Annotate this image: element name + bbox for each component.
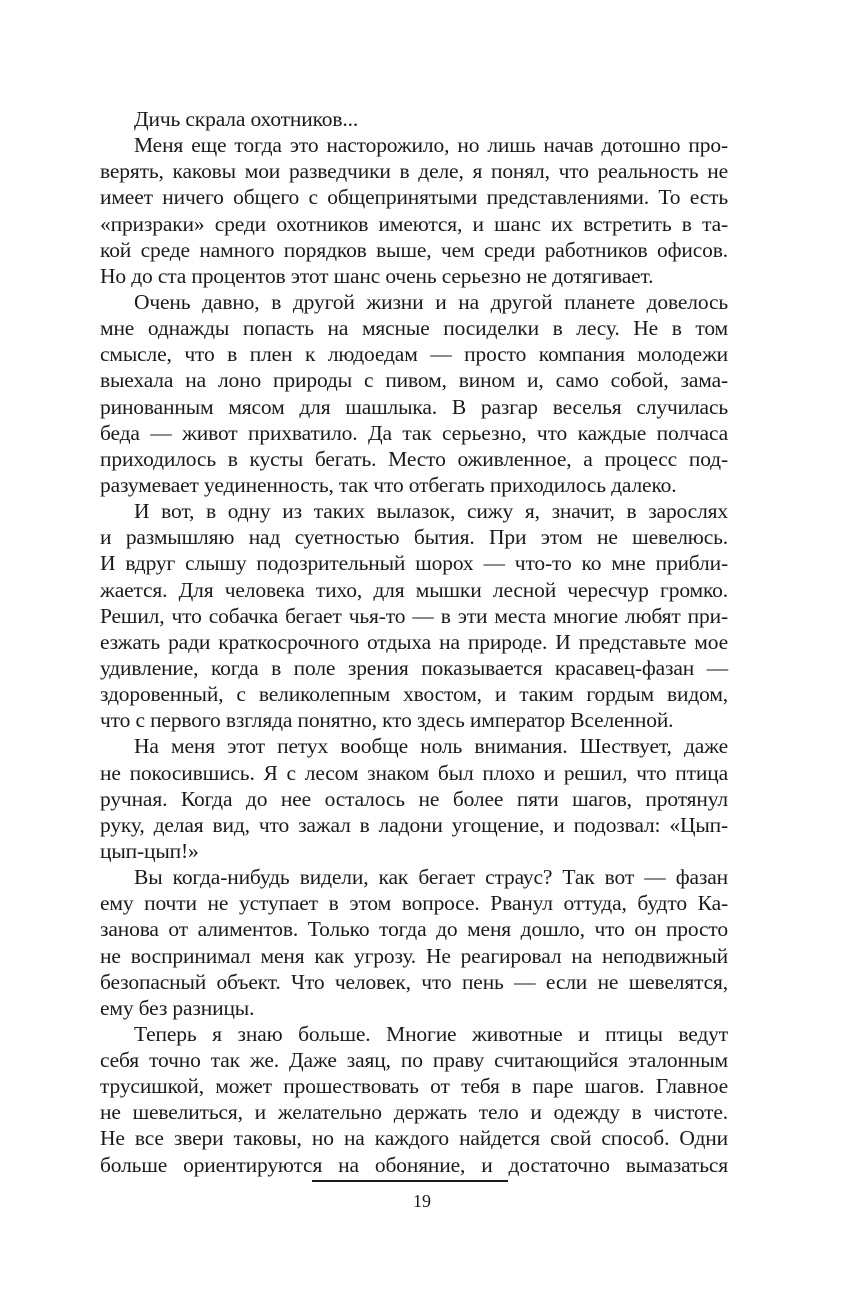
text-line: езжать ради краткосрочного отдыха на природе. И представьте мое <box>100 629 728 654</box>
text-line: удивление, когда в поле зрения показывается красавец-фазан — <box>100 655 728 680</box>
text-line: мне однажды попасть на мясные посиделки в лесу. Не в том <box>100 316 728 341</box>
text-line: кой среде намного порядков выше, чем среди работников офисов. <box>100 237 728 262</box>
text-line: Вы когда-нибудь видели, как бегает страус? Так вот — фазан <box>134 865 728 890</box>
text-line: Дичь скрала охотников... <box>134 107 359 131</box>
text-line: И вдруг слышу подозрительный шорох — что-то ко мне прибли- <box>100 551 728 576</box>
text-line: не покосившись. Я с лесом знаком был плохо и решил, что птица <box>100 760 728 785</box>
text-line: ринованным мясом для шашлыка. В разгар веселья случилась <box>100 394 728 419</box>
text-line: трусишкой, может прошествовать от тебя в паре шагов. Главное <box>100 1074 728 1099</box>
text-line: себя точно так же. Даже заяц, по праву считающийся эталонным <box>100 1048 728 1073</box>
text-line: разумевает уединенность, так что отбегать приходилось далеко. <box>100 472 677 497</box>
text-line: безопасный объект. Что человек, что пень — если не шевелятся, <box>100 969 728 994</box>
text-line: жается. Для человека тихо, для мышки лесной чересчур громко. <box>100 577 728 602</box>
body-text <box>100 106 728 1178</box>
text-line: Но до ста процентов этот шанс очень серьезно не дотягивает. <box>100 263 654 288</box>
text-line: ему без разницы. <box>100 995 255 1020</box>
text-line: не воспринимал меня как угрозу. Не реагировал на неподвижный <box>100 943 728 968</box>
text-line: Теперь я знаю больше. Многие животные и птицы ведут <box>134 1021 728 1046</box>
text-line: Решил, что собачка бегает чья-то — в эти места многие любят при- <box>100 603 728 628</box>
text-line: выехала на лоно природы с пивом, вином и, само собой, зама- <box>100 368 728 393</box>
text-line: ему почти не уступает в этом вопросе. Рванул оттуда, будто Ка- <box>100 891 728 916</box>
text-line: что с первого взгляда понятно, кто здесь император Вселенной. <box>100 708 674 733</box>
page-number: 19 <box>413 1191 431 1211</box>
text-line: больше ориентируются на обоняние, и достаточно вымазаться <box>100 1152 728 1177</box>
text-line: цып-цып!» <box>100 838 199 863</box>
text-line: приходилось в кусты бегать. Место оживленное, а процесс под- <box>100 446 728 471</box>
text-line: И вот, в одну из таких вылазок, сижу я, значит, в зарослях <box>134 499 728 524</box>
text-line: «призраки» среди охотников имеются, и шанс их встретить в та- <box>100 211 728 236</box>
text-line: и размышляю над суетностью бытия. При этом не шевелюсь. <box>100 525 728 550</box>
footer-rule <box>312 1180 508 1182</box>
text-line: беда — живот прихватило. Да так серьезно, что каждые полчаса <box>100 420 728 445</box>
text-line: Не все звери таковы, но на каждого найдется свой способ. Одни <box>100 1126 728 1151</box>
text-line: имеет ничего общего с общепринятыми представлениями. То есть <box>100 185 728 210</box>
text-line: смысле, что в плен к людоедам — просто компания молодежи <box>100 342 728 367</box>
text-line: Меня еще тогда это насторожило, но лишь начав дотошно про- <box>134 133 728 158</box>
text-line: Очень давно, в другой жизни и на другой планете довелось <box>134 289 728 314</box>
text-line: руку, делая вид, что зажал в ладони угощение, и подозвал: «Цып- <box>100 812 728 837</box>
text-line: ручная. Когда до нее осталось не более пяти шагов, протянул <box>100 786 728 811</box>
text-line: занова от алиментов. Только тогда до меня дошло, что он просто <box>100 917 728 942</box>
text-line: не шевелиться, и желательно держать тело и одежду в чистоте. <box>100 1100 728 1125</box>
text-line: верять, каковы мои разведчики в деле, я понял, что реальность не <box>100 159 728 184</box>
text-line: На меня этот петух вообще ноль внимания. Шествует, даже <box>134 734 728 759</box>
text-line: здоровенный, с великолепным хвостом, и таким гордым видом, <box>100 682 728 707</box>
